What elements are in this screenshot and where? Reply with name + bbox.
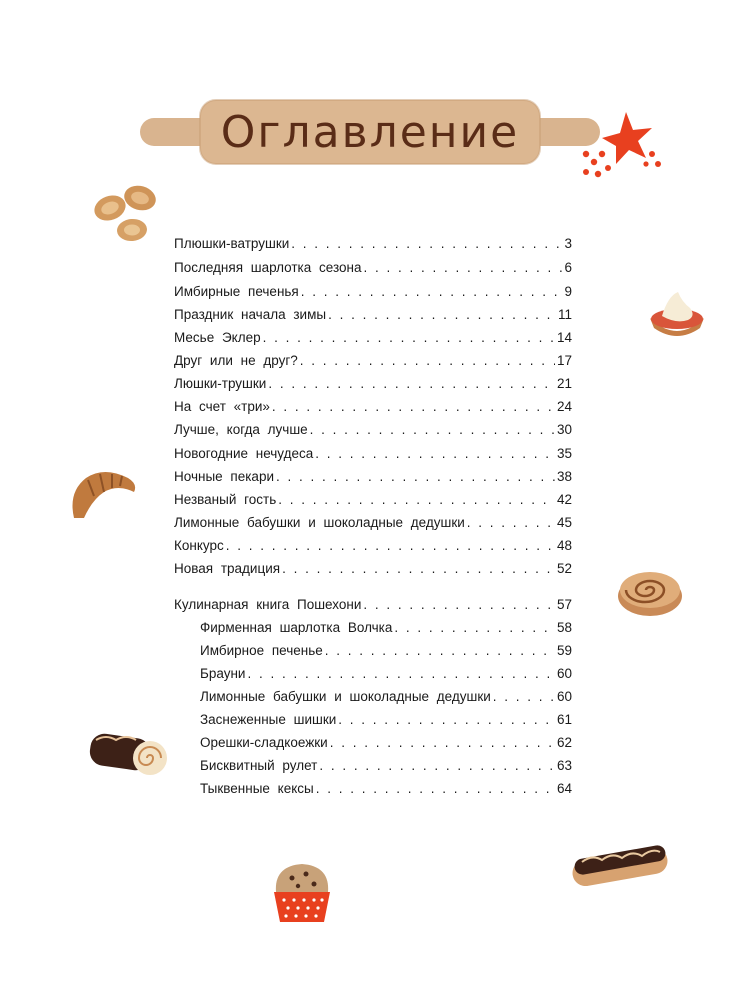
toc-entry-page: 38 [556,469,572,484]
toc-entry-page: 52 [556,561,572,576]
toc-entry-page: 42 [556,492,572,507]
page-title: Оглавление [220,106,520,158]
toc-entry-title: Незваный гость [174,492,277,507]
toc-leader [301,283,563,301]
toc-entry-page: 30 [556,422,572,437]
toc-entry-page: 62 [556,735,572,750]
toc-entry[interactable] [174,235,572,253]
toc-entry-title: Орешки-сладкоежки [200,735,328,750]
toc-entry[interactable] [174,398,572,416]
toc-entry[interactable] [174,329,572,347]
toc-subentry[interactable] [200,757,572,775]
toc-leader [276,468,555,486]
toc-entry[interactable] [174,375,572,393]
toc-subentry[interactable] [200,780,572,798]
toc-entry-page: 58 [556,620,572,635]
toc-entry-title: Ночные пекари [174,469,274,484]
walnut-cookies-icon [90,178,166,248]
tartlet-icon [646,286,708,342]
toc-entry-title: Лимонные бабушки и шоколадные дедушки [174,515,465,530]
toc-leader [325,642,555,660]
toc-entry[interactable] [174,445,572,463]
toc-leader [278,491,555,509]
toc-entry-page: 35 [556,446,572,461]
toc-entry-title: Последняя шарлотка сезона [174,260,362,275]
toc-leader [226,537,555,555]
toc-entry-page: 64 [556,781,572,796]
toc-entry-title: Новая традиция [174,561,281,576]
star-icon [576,108,668,186]
toc-entry-page: 60 [556,689,572,704]
toc-entry-page: 61 [556,712,572,727]
toc-leader [291,235,562,253]
toc-entry-page: 3 [564,236,572,251]
toc-leader [310,421,555,439]
toc-entry-title: Лучше, когда лучше [174,422,308,437]
toc-entry-title: Конкурс [174,538,224,553]
toc-entry[interactable] [174,491,572,509]
toc-leader [330,734,555,752]
toc-leader [328,306,556,324]
toc-entry-page: 17 [556,353,572,368]
toc-entry-title: Брауни [200,666,246,681]
toc-entry-title: Тыквенные кексы [200,781,314,796]
toc-entry[interactable] [174,283,572,301]
toc-entry-page: 59 [556,643,572,658]
toc-entry-title: Праздник начала зимы [174,307,327,322]
toc-leader [467,514,555,532]
toc-entry-page: 63 [556,758,572,773]
toc-entry-title: Друг или не друг? [174,353,298,368]
toc-entry-cookbook[interactable] [174,596,572,614]
toc-entry[interactable] [174,352,572,370]
toc-entry-title: Имбирное печенье [200,643,323,658]
toc-entry-page: 24 [556,399,572,414]
toc-entry-title: Фирменная шарлотка Волчка [200,620,393,635]
toc-entry-title: На счет «три» [174,399,270,414]
toc-entry-page: 48 [556,538,572,553]
toc-entry[interactable] [174,306,572,324]
toc-subentry[interactable] [200,734,572,752]
toc-entry-page: 21 [556,376,572,391]
toc-entry[interactable] [174,259,572,277]
muffin-icon [270,858,334,924]
toc-entry-title: Лимонные бабушки и шоколадные дедушки [200,689,491,704]
toc-leader [272,398,555,416]
toc-leader [363,596,555,614]
toc-entry-title: Имбирные печенья [174,284,299,299]
toc-leader [300,352,555,370]
toc-leader [338,711,555,729]
toc-subentry[interactable] [200,642,572,660]
toc-subentry[interactable] [200,619,572,637]
toc-entry-page: 57 [556,597,572,612]
toc-leader [315,445,555,463]
toc-entry-page: 14 [556,330,572,345]
toc-entry-title: Заснеженные шишки [200,712,337,727]
croissant-icon [68,462,138,522]
toc-entry-page: 9 [564,284,572,299]
toc-entry-title: Кулинарная книга Пошехони [174,597,362,612]
toc-leader [394,619,555,637]
toc-entry[interactable] [174,537,572,555]
toc-leader [319,757,555,775]
toc-entry-title: Месье Эклер [174,330,261,345]
toc-subentry[interactable] [200,688,572,706]
toc-entry-title: Новогодние нечудеса [174,446,314,461]
toc-entry-page: 11 [557,307,572,322]
toc-entry[interactable] [174,421,572,439]
toc-entry-page: 45 [556,515,572,530]
toc-entry-page: 6 [564,260,572,275]
toc-entry[interactable] [174,514,572,532]
toc-entry-page: 60 [556,666,572,681]
toc-subentry[interactable] [200,665,572,683]
toc-leader [282,560,555,578]
toc-leader [247,665,554,683]
toc-leader [316,780,555,798]
toc-entry[interactable] [174,468,572,486]
eclair-icon [568,840,672,886]
toc-leader [263,329,555,347]
toc-entry-title: Люшки-трушки [174,376,267,391]
toc-leader [364,259,563,277]
toc-leader [493,688,555,706]
toc-entry-title: Бисквитный рулет [200,758,318,773]
cinnamon-roll-icon [616,566,684,618]
toc-entry[interactable] [174,560,572,578]
toc-subentry[interactable] [200,711,572,729]
toc-entry-title: Плюшки-ватрушки [174,236,290,251]
swiss-roll-icon [86,722,170,780]
toc-leader [268,375,555,393]
